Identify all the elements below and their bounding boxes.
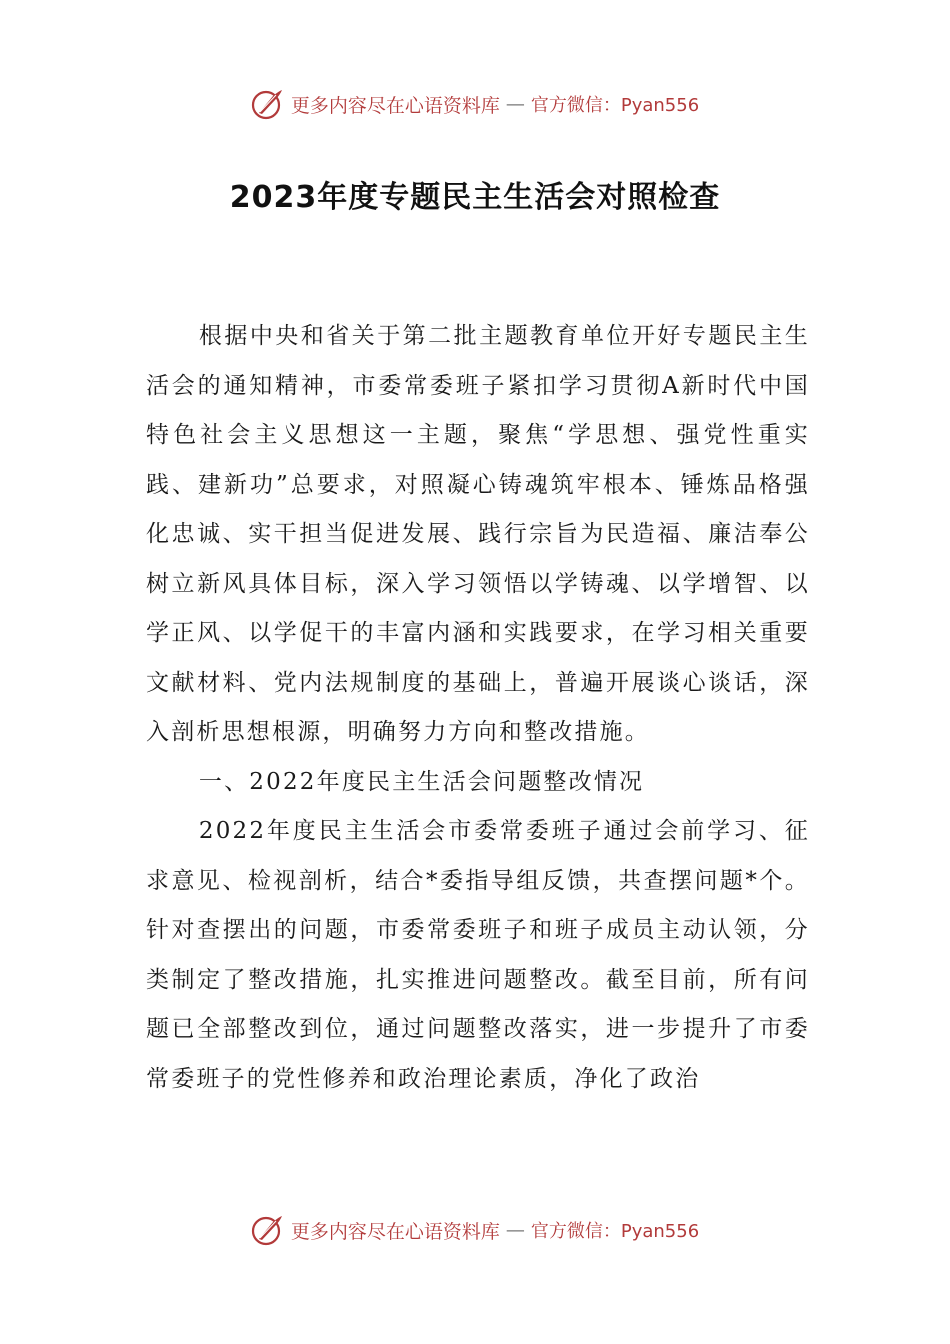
quill-pen-logo-icon [251, 87, 285, 121]
paragraph-rectification: 2022年度民主生活会市委常委班子通过会前学习、征求意见、检视剖析，结合*委指导组反馈，共查摆问题*个。针对查摆出的问题，市委常委班子和班子成员主动认领，分类制定了整改措施，扎实推进问题整改。截至目前，所有问题已全部整改到位，通过问题整改落实，进一步提升了市委常委班子的党性修养和政治理论素质，净化了政治 [146, 818, 810, 1092]
watermark-text: 更多内容尽在心语资料库 [290, 1220, 500, 1243]
watermark-text: 更多内容尽在心语资料库 [290, 94, 500, 117]
footer-watermark [0, 1210, 950, 1250]
section-heading: 一、2022年度民主生活会问题整改情况 [198, 768, 645, 795]
header-watermark [0, 84, 950, 124]
quill-pen-logo-icon [251, 1213, 285, 1247]
watermark-contact: 官方微信：Pyan556 [530, 95, 700, 116]
document-body [146, 312, 810, 1104]
paragraph-intro: 根据中央和省关于第二批主题教育单位开好专题民主生活会的通知精神，市委常委班子紧扣学习贯彻A新时代中国特色社会主义思想这一主题，聚焦“学思想、强党性重实践、建新功”总要求，对照凝心铸魂筑牢根本、锤炼品格强化忠诚、实干担当促进发展、践行宗旨为民造福、廉洁奉公树立新风具体目标，深入学习领悟以学铸魂、以学增智、以学正风、以学促干的丰富内涵和实践要求，在学习相关重要文献材料、党内法规制度的基础上，普遍开展谈心谈话，深入剖析思想根源，明确努力方向和整改措施。 [146, 323, 810, 745]
watermark-separator: — [505, 1219, 525, 1241]
document-title: 2023年度专题民主生活会对照检查 [229, 180, 721, 215]
watermark-separator: — [505, 93, 525, 115]
watermark-contact: 官方微信：Pyan556 [530, 1221, 700, 1242]
